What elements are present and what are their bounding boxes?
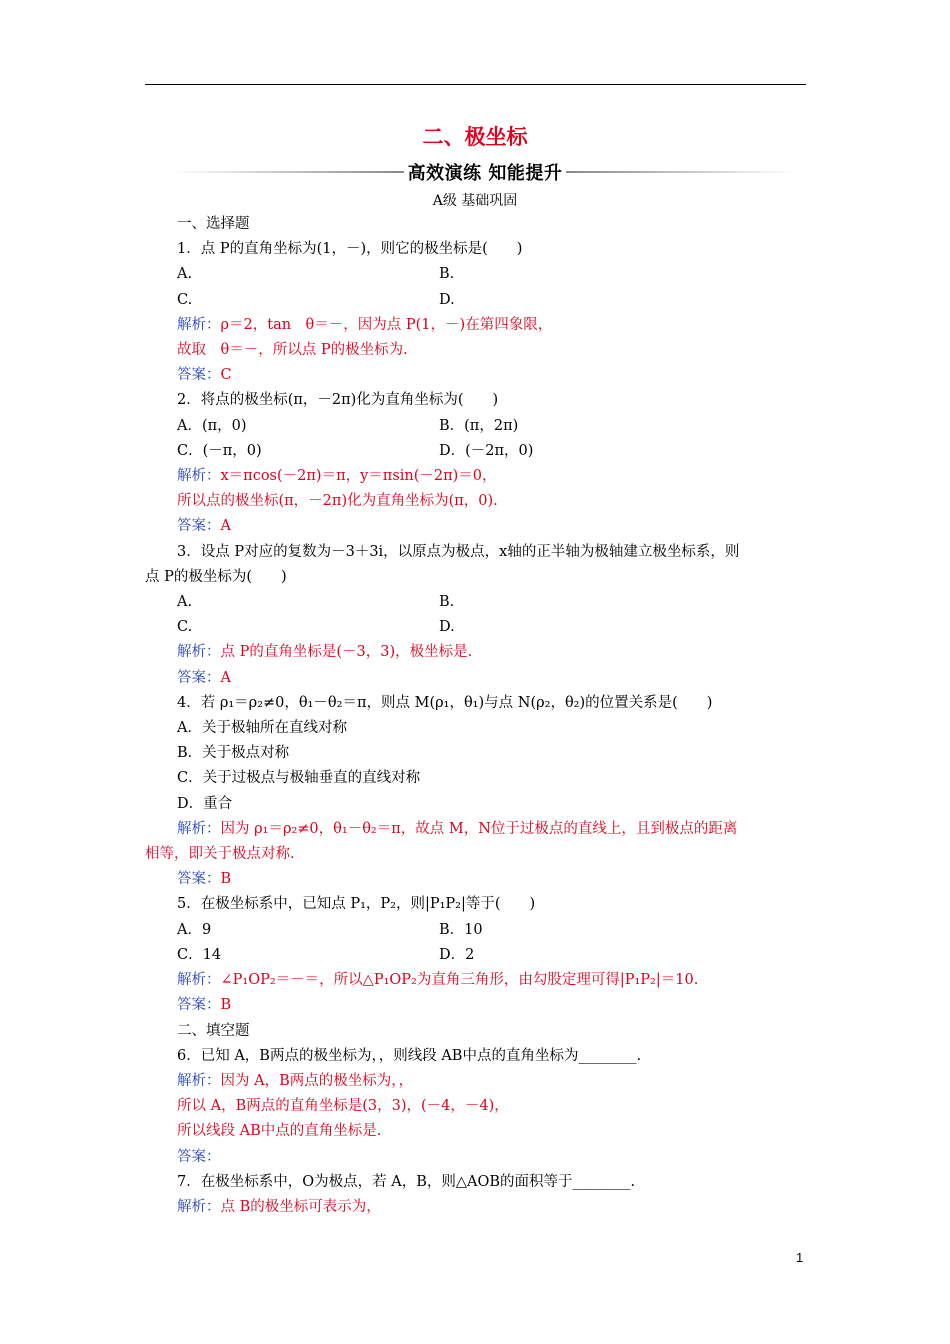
text-line bbox=[145, 1069, 810, 1094]
option-row bbox=[145, 615, 810, 640]
option-right: B. bbox=[439, 266, 455, 283]
text-line bbox=[145, 212, 810, 237]
text-line bbox=[145, 1119, 810, 1144]
banner bbox=[175, 158, 795, 186]
question-text: 1．点 P的直角坐标为(1，－)，则它的极坐标是( ) bbox=[177, 241, 523, 258]
solution-text: B bbox=[220, 871, 232, 888]
solution-text: 所以线段 AB中点的直角坐标是. bbox=[177, 1123, 382, 1140]
option-row bbox=[145, 288, 810, 313]
option-row bbox=[145, 262, 810, 287]
text-line bbox=[145, 766, 810, 791]
text-line bbox=[145, 1019, 810, 1044]
text-line bbox=[145, 1170, 810, 1195]
answer-label: 答案： bbox=[177, 669, 221, 686]
text-line bbox=[145, 540, 810, 565]
solution-text: 相等，即关于极点对称. bbox=[145, 846, 295, 863]
question-text: 二、填空题 bbox=[177, 1022, 250, 1039]
question-text: 6．已知 A，B两点的极坐标为，，则线段 AB中点的直角坐标为________. bbox=[177, 1047, 642, 1064]
banner-left-rule bbox=[175, 171, 404, 173]
answer-label: 答案： bbox=[177, 871, 221, 888]
solution-text: A bbox=[220, 518, 231, 535]
answer-label: 解析： bbox=[177, 316, 221, 333]
question-text: 5．在极坐标系中，已知点 P₁，P₂，则|P₁P₂|等于( ) bbox=[177, 896, 536, 913]
page-number: 1 bbox=[796, 1250, 804, 1265]
answer-label: 答案： bbox=[177, 518, 221, 535]
option-row bbox=[145, 414, 810, 439]
solution-text: ρ＝2，tan θ＝－，因为点 P(1，－)在第四象限， bbox=[220, 316, 553, 333]
option-left: C．14 bbox=[177, 946, 222, 963]
solution-text: 因为 A，B两点的极坐标为，， bbox=[220, 1072, 413, 1089]
option-right: B．(π，2π) bbox=[439, 417, 519, 434]
text-line bbox=[145, 892, 810, 917]
question-text: 一、选择题 bbox=[177, 216, 250, 232]
solution-text: C bbox=[220, 367, 232, 384]
solution-text: 点 P的直角坐标是(－3，3)，极坐标是. bbox=[220, 644, 473, 661]
text-line bbox=[145, 993, 810, 1018]
answer-label: 答案： bbox=[177, 997, 221, 1014]
text-line-continued bbox=[145, 565, 810, 590]
banner-text: 高效演练 知能提升 bbox=[407, 163, 563, 184]
question-text: C．关于过极点与极轴垂直的直线对称 bbox=[177, 770, 421, 787]
solution-text: 故取 θ＝－，所以点 P的极坐标为. bbox=[177, 342, 408, 359]
answer-label: 解析： bbox=[177, 468, 221, 485]
text-line bbox=[145, 691, 810, 716]
text-line-continued bbox=[145, 842, 810, 867]
option-right: B．10 bbox=[439, 921, 483, 938]
text-line bbox=[145, 1195, 810, 1220]
solution-text: 所以 A，B两点的直角坐标是(3，3)，(－4，－4)， bbox=[177, 1098, 509, 1115]
section-title: 二、极坐标 bbox=[422, 125, 528, 149]
text-line bbox=[145, 1145, 810, 1170]
solution-text: A bbox=[220, 669, 231, 686]
solution-text: 所以点的极坐标(π，－2π)化为直角坐标为(π，0). bbox=[177, 493, 498, 510]
question-text: D．重合 bbox=[177, 795, 233, 812]
question-text: A．关于极轴所在直线对称 bbox=[177, 720, 347, 737]
text-line bbox=[145, 363, 810, 388]
option-left: C. bbox=[177, 619, 193, 636]
text-line bbox=[145, 640, 810, 665]
answer-label: 解析： bbox=[177, 1198, 221, 1215]
question-text: B．关于极点对称 bbox=[177, 745, 290, 762]
option-right: D. bbox=[439, 291, 455, 308]
solution-text: ∠P₁OP₂＝－＝，所以△P₁OP₂为直角三角形，由勾股定理可得|P₁P₂|＝10. bbox=[220, 972, 699, 989]
answer-label: 解析： bbox=[177, 644, 221, 661]
text-line bbox=[145, 741, 810, 766]
text-line bbox=[145, 792, 810, 817]
answer-label: 解析： bbox=[177, 820, 221, 837]
question-text: 点 P的极坐标为( ) bbox=[145, 568, 287, 585]
text-line bbox=[145, 817, 810, 842]
text-line bbox=[145, 514, 810, 539]
question-text: 3．设点 P对应的复数为－3＋3i，以原点为极点，x轴的正半轴为极轴建立极坐标系，则 bbox=[177, 543, 740, 560]
option-left: A. bbox=[177, 594, 193, 611]
option-left: A．(π，0) bbox=[177, 417, 247, 434]
option-row bbox=[145, 943, 810, 968]
question-text: 7．在极坐标系中，O为极点，若 A，B，则△AOB的面积等于________. bbox=[177, 1173, 636, 1190]
answer-label: 答案： bbox=[177, 1148, 221, 1165]
option-left: C．(－π，0) bbox=[177, 442, 262, 459]
option-row bbox=[145, 590, 810, 615]
option-right: D．(－2π，0) bbox=[439, 442, 534, 459]
answer-label: 答案： bbox=[177, 367, 221, 384]
text-line bbox=[145, 968, 810, 993]
text-line bbox=[145, 388, 810, 413]
text-line bbox=[145, 716, 810, 741]
text-line bbox=[145, 237, 810, 262]
header-rule bbox=[145, 84, 806, 85]
text-line bbox=[145, 1094, 810, 1119]
option-left: A．9 bbox=[177, 921, 212, 938]
solution-text: 点 B的极坐标可表示为， bbox=[220, 1198, 381, 1215]
option-right: D．2 bbox=[439, 946, 475, 963]
solution-text: x＝πcos(－2π)＝π，y＝πsin(－2π)＝0， bbox=[220, 468, 497, 485]
text-line bbox=[145, 666, 810, 691]
option-row bbox=[145, 918, 810, 943]
text-line bbox=[145, 1044, 810, 1069]
solution-text: 因为 ρ₁＝ρ₂≠0，θ₁－θ₂＝π，故点 M，N位于过极点的直线上，且到极点的距离 bbox=[220, 820, 738, 837]
text-line bbox=[145, 313, 810, 338]
option-right: D. bbox=[439, 619, 455, 636]
question-text: 2．将点的极坐标(π，－2π)化为直角坐标为( ) bbox=[177, 392, 499, 409]
solution-text: B bbox=[220, 997, 232, 1014]
option-left: C. bbox=[177, 291, 193, 308]
answer-label: 解析： bbox=[177, 972, 221, 989]
option-left: A. bbox=[177, 266, 193, 283]
question-text: 4．若 ρ₁＝ρ₂≠0，θ₁－θ₂＝π，则点 M(ρ₁，θ₁)与点 N(ρ₂，θ₂)的位置关系是( ) bbox=[177, 694, 713, 711]
text-line bbox=[145, 867, 810, 892]
option-right: B. bbox=[439, 594, 455, 611]
option-row bbox=[145, 439, 810, 464]
text-line bbox=[145, 338, 810, 363]
level-heading: A级 基础巩固 bbox=[432, 193, 518, 209]
banner-right-rule bbox=[566, 171, 795, 173]
document-body bbox=[145, 212, 810, 1220]
text-line bbox=[145, 464, 810, 489]
text-line bbox=[145, 489, 810, 514]
answer-label: 解析： bbox=[177, 1072, 221, 1089]
